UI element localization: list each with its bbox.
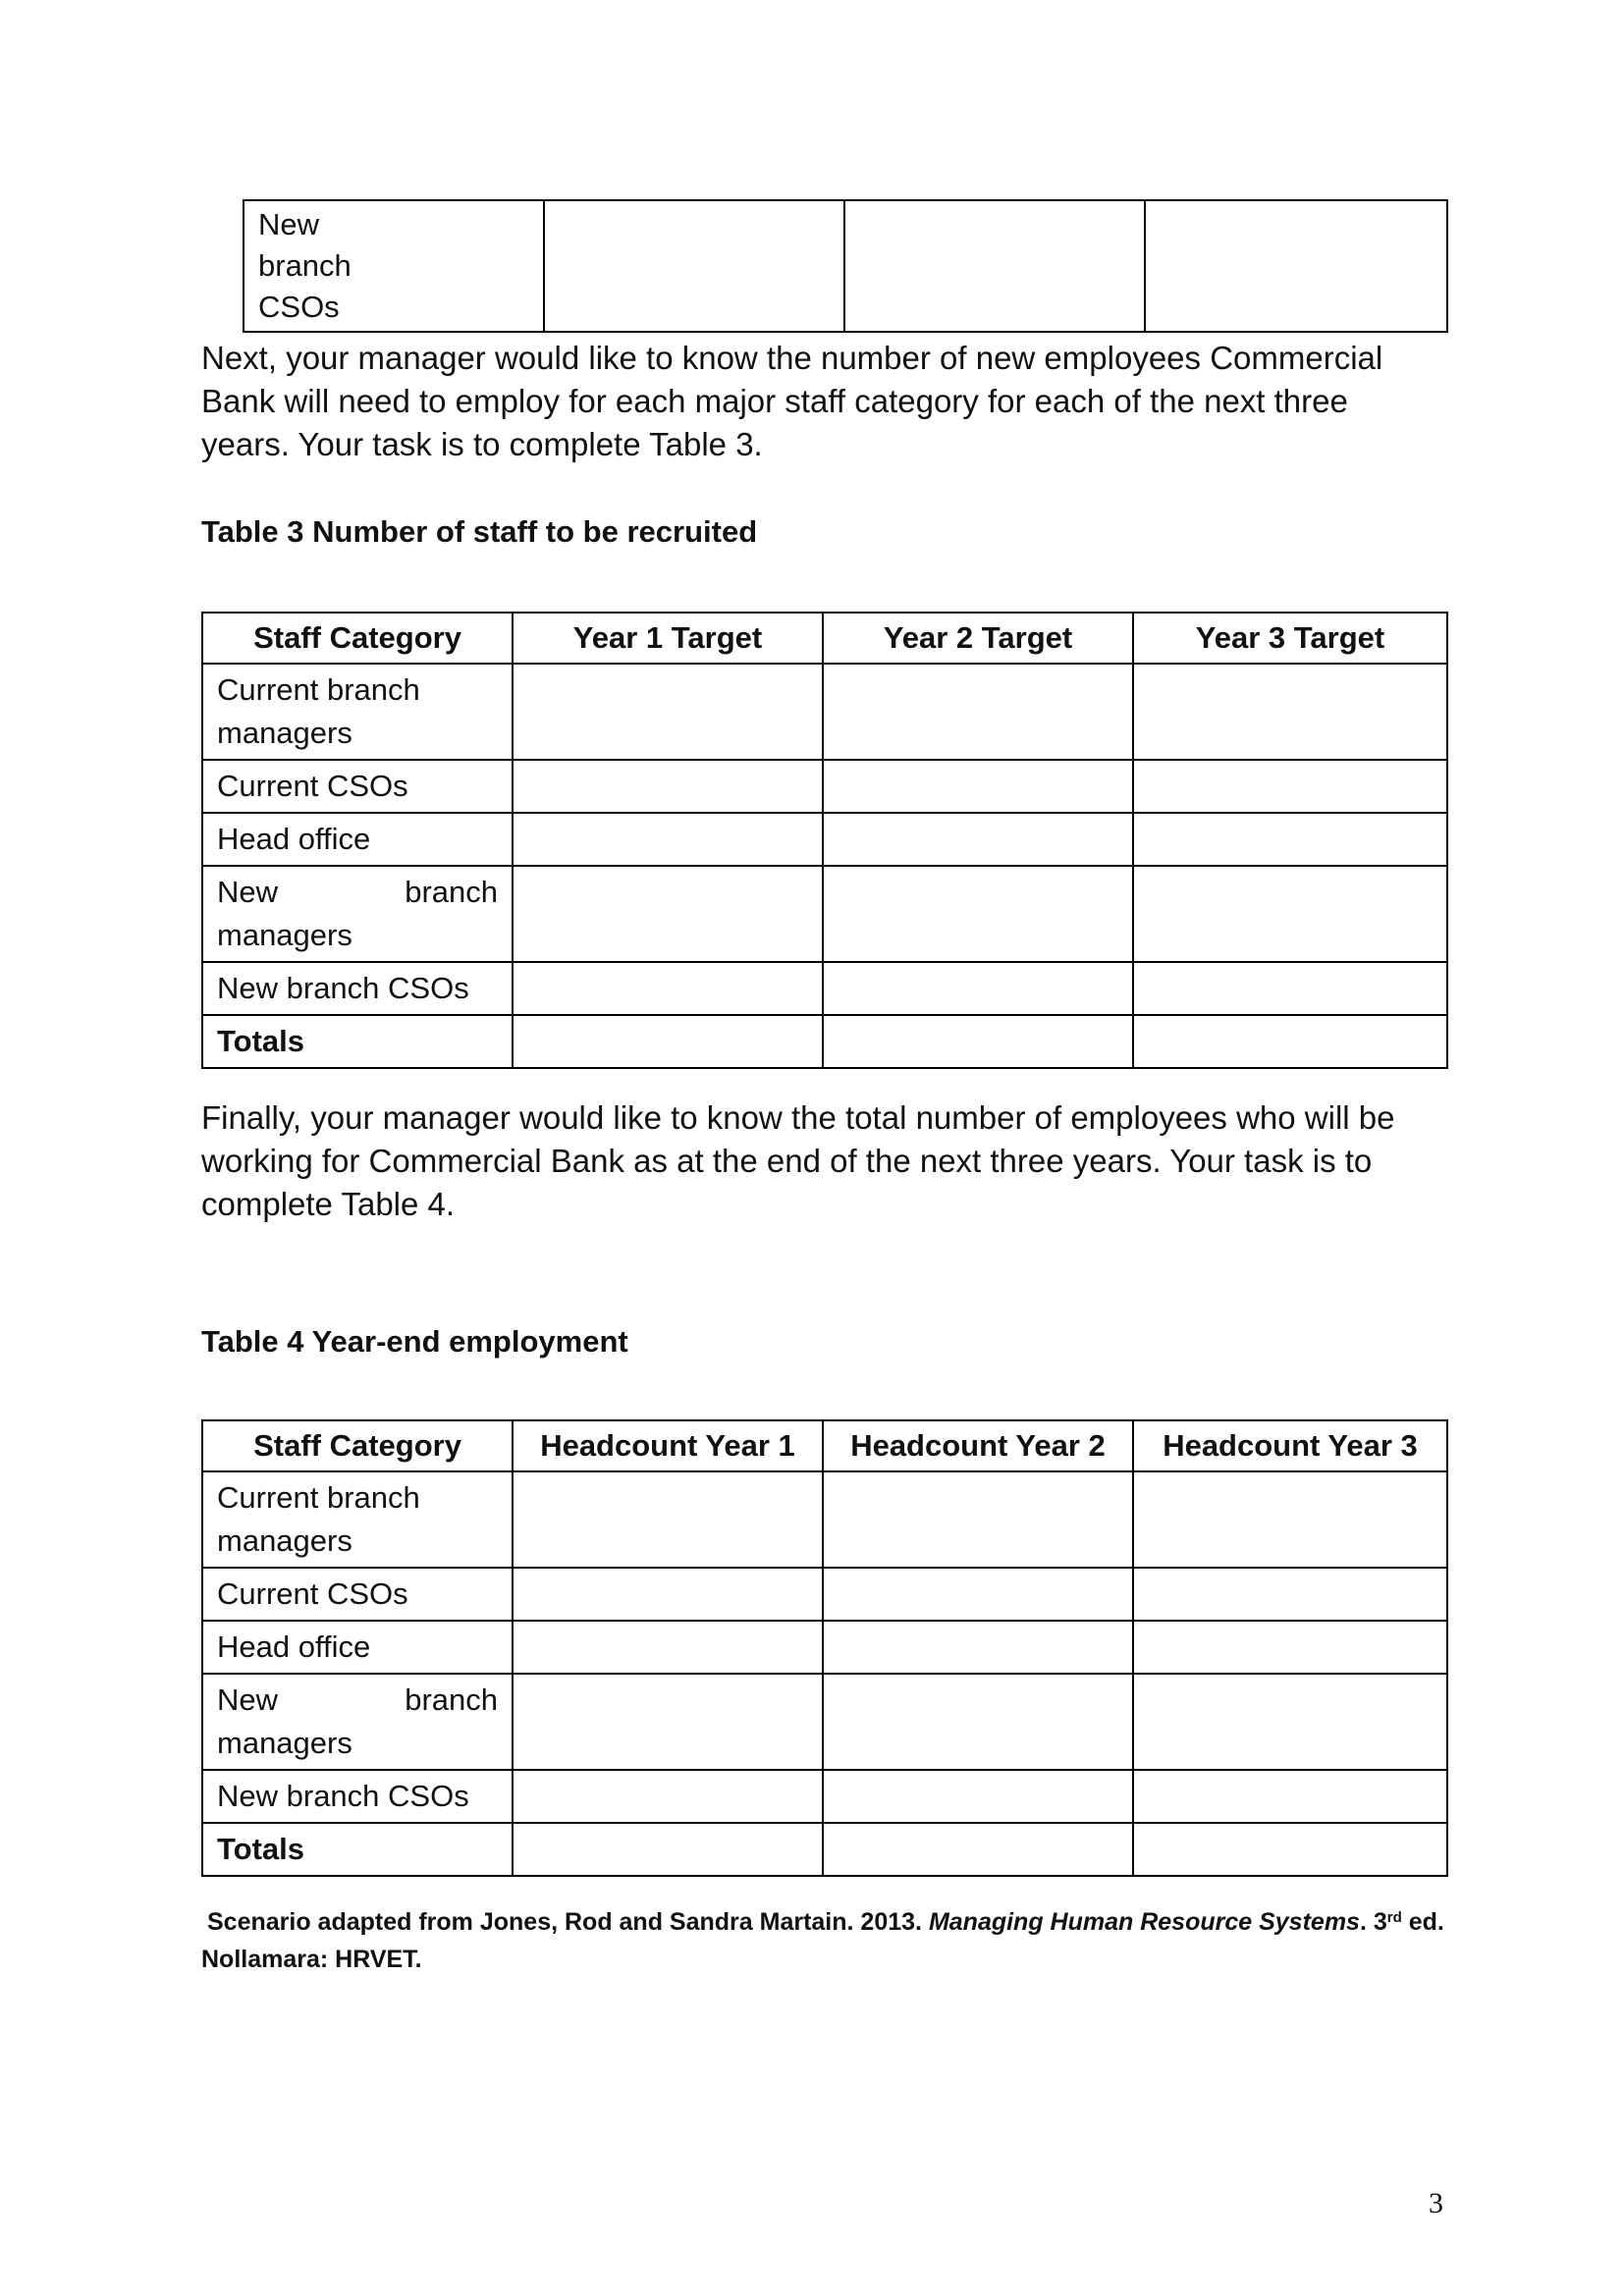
empty-cell[interactable]: [823, 760, 1133, 813]
table4: [201, 1419, 1448, 1877]
table-row: [202, 866, 1447, 962]
empty-cell[interactable]: [823, 1471, 1133, 1568]
empty-cell[interactable]: [823, 1621, 1133, 1674]
column-header: Staff Category: [202, 613, 513, 664]
table4-caption: Table 4 Year-end employment: [201, 1324, 628, 1359]
row-label: New branch managers: [202, 1674, 513, 1770]
empty-cell[interactable]: [1133, 1621, 1447, 1674]
citation-line2: Nollamara: HRVET.: [201, 1946, 422, 1973]
row-label: Current branch managers: [202, 1471, 513, 1568]
empty-cell[interactable]: [823, 1015, 1133, 1068]
table-row: [202, 1471, 1447, 1568]
empty-cell[interactable]: [1133, 1471, 1447, 1568]
column-header: Year 2 Target: [823, 613, 1133, 664]
empty-cell[interactable]: [1133, 1568, 1447, 1621]
empty-cell[interactable]: [823, 664, 1133, 760]
empty-cell[interactable]: [844, 200, 1145, 332]
totals-label: Totals: [202, 1015, 513, 1068]
column-header: Headcount Year 3: [1133, 1420, 1447, 1471]
empty-cell[interactable]: [1133, 760, 1447, 813]
empty-cell[interactable]: [1133, 962, 1447, 1015]
empty-cell[interactable]: [1133, 1823, 1447, 1876]
table-row: [202, 1621, 1447, 1674]
intro-paragraph: Next, your manager would like to know the number of new employees Commercial Bank will need to employ for each major staff category for each of the next three years. Your task is to complete Table 3.: [201, 340, 1383, 462]
row-label: Current CSOs: [202, 1568, 513, 1621]
empty-cell[interactable]: [1133, 866, 1447, 962]
empty-cell[interactable]: [544, 200, 844, 332]
empty-cell[interactable]: [823, 962, 1133, 1015]
table-row: [202, 813, 1447, 866]
empty-cell[interactable]: [513, 664, 823, 760]
empty-cell[interactable]: [823, 1823, 1133, 1876]
table-row: [202, 1015, 1447, 1068]
table-header-row: [202, 613, 1447, 664]
column-header: Staff Category: [202, 1420, 513, 1471]
column-header: Year 3 Target: [1133, 613, 1447, 664]
page-number: 3: [1429, 2187, 1443, 2219]
row-label: Head office: [202, 813, 513, 866]
empty-cell[interactable]: [1145, 200, 1447, 332]
row-label: New branch CSOs: [202, 962, 513, 1015]
row-label: Current CSOs: [202, 760, 513, 813]
empty-cell[interactable]: [823, 866, 1133, 962]
justified-label-line: New branch: [217, 875, 498, 909]
table-row: [202, 760, 1447, 813]
empty-cell[interactable]: [1133, 1015, 1447, 1068]
empty-cell[interactable]: [513, 1823, 823, 1876]
empty-cell[interactable]: [1133, 664, 1447, 760]
empty-cell[interactable]: [1133, 1770, 1447, 1823]
empty-cell[interactable]: [513, 1015, 823, 1068]
empty-cell[interactable]: [513, 813, 823, 866]
column-header: Headcount Year 2: [823, 1420, 1133, 1471]
top-table: [243, 199, 1448, 333]
justified-label-line: New branch: [217, 1682, 498, 1717]
table-row: [244, 200, 1447, 332]
table3-caption: Table 3 Number of staff to be recruited: [201, 514, 758, 549]
citation-title: Managing Human Resource Systems: [928, 1908, 1360, 1936]
row-label: Head office: [202, 1621, 513, 1674]
table3: [201, 612, 1448, 1069]
empty-cell[interactable]: [513, 866, 823, 962]
empty-cell[interactable]: [823, 1568, 1133, 1621]
empty-cell[interactable]: [823, 1770, 1133, 1823]
table-row: [202, 1674, 1447, 1770]
table-header-row: [202, 1420, 1447, 1471]
empty-cell[interactable]: [513, 962, 823, 1015]
final-paragraph: Finally, your manager would like to know the total number of employees who will be working for Commercial Bank as at the end of the next three years. Your task is to complete Table 4.: [201, 1099, 1395, 1222]
row-label: New branch CSOs: [202, 1770, 513, 1823]
row-label: New branch managers: [202, 866, 513, 962]
column-header: Headcount Year 1: [513, 1420, 823, 1471]
empty-cell[interactable]: [513, 1674, 823, 1770]
column-header: Year 1 Target: [513, 613, 823, 664]
empty-cell[interactable]: [513, 760, 823, 813]
citation: Scenario adapted from Jones, Rod and Sandra Martain. 2013. Managing Human Resource Systems. 3rd ed.: [207, 1908, 1444, 1936]
row-label: Current branch managers: [202, 664, 513, 760]
empty-cell[interactable]: [1133, 813, 1447, 866]
empty-cell[interactable]: [823, 1674, 1133, 1770]
empty-cell[interactable]: [823, 813, 1133, 866]
table-row: [202, 1568, 1447, 1621]
empty-cell[interactable]: [1133, 1674, 1447, 1770]
totals-label: Totals: [202, 1823, 513, 1876]
table-row: [202, 1823, 1447, 1876]
empty-cell[interactable]: [513, 1770, 823, 1823]
empty-cell[interactable]: [513, 1568, 823, 1621]
table-row: [202, 1770, 1447, 1823]
row-label: New branch CSOs: [244, 200, 544, 332]
empty-cell[interactable]: [513, 1471, 823, 1568]
empty-cell[interactable]: [513, 1621, 823, 1674]
table-row: [202, 962, 1447, 1015]
table-row: [202, 664, 1447, 760]
